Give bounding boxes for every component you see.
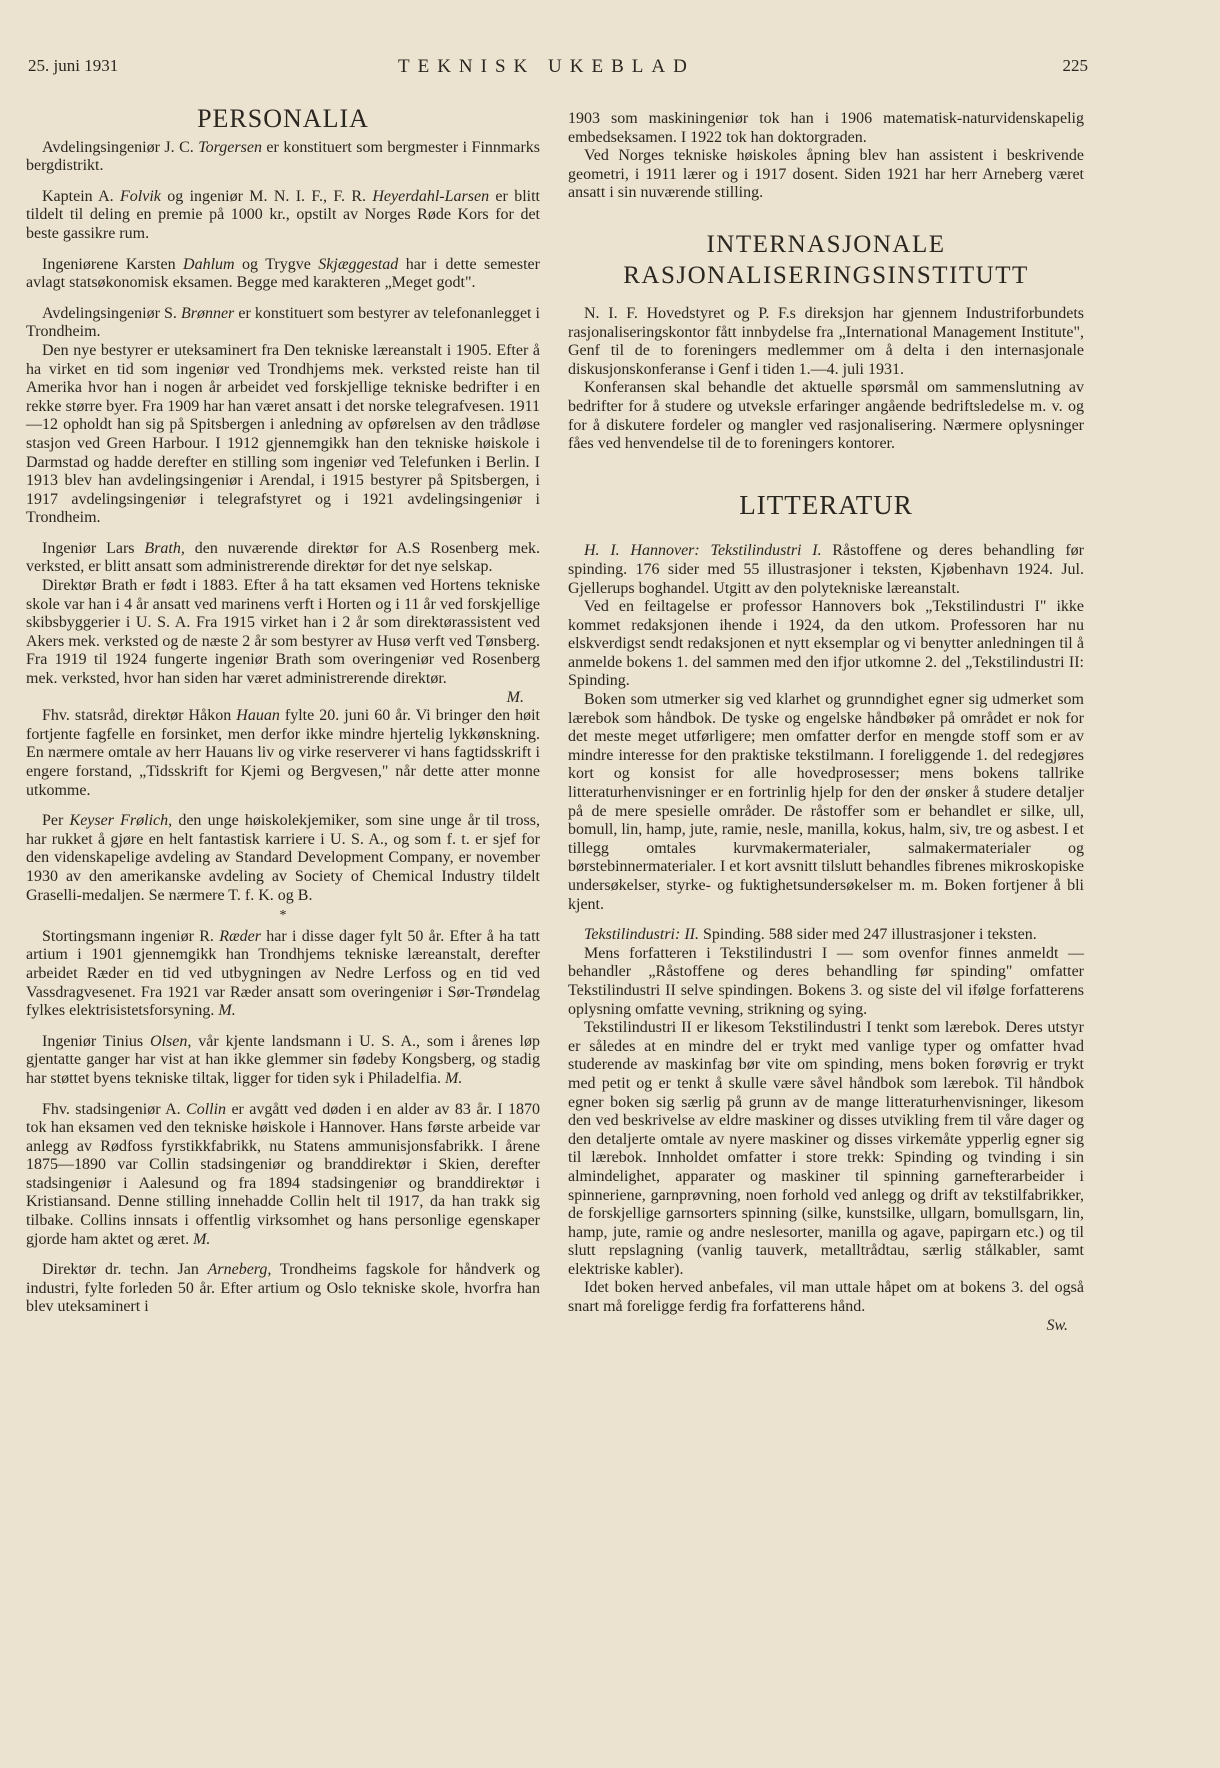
- paragraph: Avdelingsingeniør J. C. Torgersen er konstituert som bergmester i Finnmarks bergdistrikt.: [26, 138, 541, 175]
- paragraph: Direktør Brath er født i 1883. Efter å ha tatt eksamen ved Hortens tekniske skole var han i 4 år ansatt ved marinens verft i Horten og i 11 år ved forskjellige skibsbyggerier i U. S. A. Fra 1915 virket han i 2 år som direktørassistent ved Akers mek. verksted og de næste 2 år som bestyrer av Husø verft ved Tønsberg. Fra 1919 til 1924 fungerte ingeniør Brath som overingeniør ved Rosenberg mek. verksted, hvor han siden har været administrerende direktør.: [26, 577, 540, 688]
- paragraph: 1903 som maskiningeniør tok han i 1906 matematisk-naturvidenskapelig embedseksamen. I 1922 tok han doktorgraden.: [568, 110, 1084, 146]
- paragraph: Fhv. statsråd, direktør Håkon Hauan fylte 20. juni 60 år. Vi bringer den høit fortjente fagfelle en forsinket, men derfor ikke mindre hjertelig lykkønskning. En nærmere omtale av herr Hauans liv og virke reserverer vi hans fagtidsskrift i engere forstand, „Tidsskrift for Kjemi og Bergvesen," når dette atter monne utkomme.: [26, 707, 541, 799]
- paragraph: Stortingsmann ingeniør R. Ræder har i disse dager fylt 50 år. Efter å ha tatt artium i 1901 gjennemgikk han Trondhjems tekniske læreanstalt, derefter arbeidet Ræder en tid ved utbygningen av Nedre Lerfoss og en tid ved Vassdragvesenet. Fra 1921 var Ræder ansatt som overingeniør i Sør-Trøndelag fylkes elektrisistetsforsyning. M.: [26, 927, 541, 1020]
- journal-title: TEKNISK UKEBLAD: [398, 56, 695, 77]
- signature: M.: [193, 1230, 211, 1248]
- paragraph: Ingeniørene Karsten Dahlum og Trygve Skjæggestad har i dette semester avlagt statsøkonomisk eksamen. Begge med karakteren „Meget godt".: [26, 255, 540, 292]
- section-heading-personalia: PERSONALIA: [197, 104, 369, 133]
- paragraph: Ved en feiltagelse er professor Hannovers bok „Tekstilindustri I" ikke kommet redaksjonen ihende i 1924, da den utkom. Professoren har nu elskverdigst sendt redaksjonen et nytt eksemplar og vi benytter anledningen til å anmelde bokens 1. del sammen med den ifjor utkomne 2. del „Tekstilindustri II: Spinding.: [568, 598, 1084, 690]
- signature: M.: [506, 688, 524, 706]
- paragraph: Kaptein A. Folvik og ingeniør M. N. I. F., F. R. Heyerdahl-Larsen er blitt tildelt til deling en premie på 1000 kr., opstilt av Norges Røde Kors for det beste gassikre rum.: [26, 187, 540, 242]
- paragraph: Den nye bestyrer er uteksaminert fra Den tekniske læreanstalt i 1905. Efter å ha virket en tid som ingeniør ved Trondhjems mek. verksted reiste han til Amerika hvor han i nogen år arbeidet ved forskjellige tekniske bedrifter i en rekke større byer. Fra 1909 har han været ansatt i det norske telegrafvesen. 1911—12 opholdt han sig på Spitsbergen i anledning av opførelsen av den trådløse stasjon ved Green Harbour. I 1912 gjennemgikk han den tekniske høiskole i Darmstad og hadde derefter en stilling som ingeniør ved Telefunken i Berlin. I 1913 blev han avdelingsingeniør i Arendal, i 1915 bestyrer på Spitsbergen, i 1917 avdelingsingeniør i telegrafstyret og i 1921 avdelingsingeniør i Trondheim.: [26, 341, 540, 527]
- section-heading-litteratur: LITTERATUR: [739, 489, 913, 520]
- signature: Sw.: [1046, 1316, 1068, 1334]
- paragraph: H. I. Hannover: Tekstilindustri I. Råstoffene og deres behandling før spinding. 176 sider med 55 illustrasjoner i teksten, Kjøbenhavn 1924. Jul. Gjellerups boghandel. Utgitt av den polytekniske læreanstalt.: [568, 542, 1084, 597]
- left-column: [26, 104, 541, 1317]
- paragraph: Konferansen skal behandle det aktuelle spørsmål om sammenslutning av bedrifter for å studere og utveksle erfaringer angående bedriftsledelse m. v. og for å diskutere fordeler og mangler ved rasjonalisering. Nærmere oplysninger fåes ved henvendelse til de to foreningers kontorer.: [568, 379, 1084, 453]
- separator-asterisk: *: [279, 908, 287, 924]
- header-date: 25. juni 1931: [28, 56, 119, 75]
- signature: M.: [218, 1002, 236, 1020]
- page-number: 225: [1062, 56, 1088, 75]
- paragraph: Tekstilindustri II er likesom Tekstilindustri I tenkt som lærebok. Deres utstyr er således at en mindre del er trykt med vanlige typer og omfatter hvad studerende av maskinfag bør vite om spinding, mens boken forøvrig er trykt med petit og er tenkt å skulle være såvel håndbok som lærebok. Til håndbok egner boken sig særlig på grunn av de mange litteraturhenvisninger, likesom den ved beskrivelse av eldre maskiner og disses utvikling frem til våre dager og den detaljerte omtale av nyere maskiner og disses virkemåte ypperlig egner sig til lærebok. Innholdet omfatter i store trekk: Spinding og tvinding i sin almindelighet, apparater og maskiner til spinning garnefterarbeider i spinneriene, garnprøvning, noen forhold ved anlegg og drift av tekstilfabrikker, de forskjellige garnsorters spinning (silke, kunstsilke, ullgarn, bomullsgarn, lin, hamp, jute, ramie og andre neslesorter, manilla og agave, papirgarn etc.) og til slutt repslagning (vanlig tauverk, metalltrådtau, særlig stålkabler, samt elektriske kabler).: [568, 1019, 1084, 1278]
- paragraph: Boken som utmerker sig ved klarhet og grunndighet egner sig udmerket som lærebok som håndbok. De tyske og engelske håndbøker på området er nok for det meste meget utførligere; men omfatter derfor en mengde stoff som er av mindre interesse for den praktiske tekstilmann. I foreliggende 1. del redegjøres kort og konsist for alle hovedprosesser; mens bokens tallrike litteraturhenvisninger er en fortrinlig hjelp for den der ønsker å studere detaljer på de mere spesielle områder. De råstoffer som er behandlet er silke, ull, bomull, lin, hamp, jute, ramie, nesle, manilla, kokus, halm, siv, tre og asbest. I et tillegg omtales kurvmakermaterialer, salmakermaterialer og børstebinnermaterialer. I et kort avsnitt tilslutt behandles fibrenes mikroskopiske undersøkelser, styrke- og fuktighetsundersøkelser m. m. Boken fortjener å bli kjent.: [568, 691, 1084, 913]
- paragraph: Idet boken herved anbefales, vil man uttale håpet om at bokens 3. del også snart må foreligge ferdig fra forfatterens hånd.: [568, 1279, 1084, 1316]
- section-heading-institute: INTERNASJONALE RASJONALISERINGSINSTITUTT: [623, 230, 1029, 289]
- paragraph: Ingeniør Lars Brath, den nuværende direktør for A.S Rosenberg mek. verksted, er blitt ansatt som administrerende direktør for det nye selskap.: [26, 539, 540, 576]
- right-column: [568, 110, 1084, 1335]
- paragraph: Avdelingsingeniør S. Brønner er konstituert som bestyrer av telefonanlegget i Trondheim.: [26, 304, 541, 341]
- paragraph: Per Keyser Frølich, den unge høiskolekjemiker, som sine unge år til tross, har rukket å gjøre en helt fantastisk karriere i U. S. A., og som f. t. er sjef for den videnskapelige avdeling av Standard Development Company, er november 1930 av den amerikanske avdeling av Society of Chemical Industry tildelt Graselli-medaljen. Se nærmere T. f. K. og B.: [26, 812, 540, 904]
- page-header: [28, 56, 1088, 86]
- paragraph: Fhv. stadsingeniør A. Collin er avgått ved døden i en alder av 83 år. I 1870 tok han eksamen ved den tekniske høiskole i Hannover. Hans første arbeide var anlegg av Rødfoss fyrstikkfabrikk, nu Statens ammunisjonsfabrikk. I årene 1875—1890 var Collin stadsingeniør og branddirektør i Skien, derefter stadsingeniør i Aalesund og fra 1894 stadsingeniør og branddirektør i Kristiansand. Denne stilling innehadde Collin helt til 1917, da han trakk sig tilbake. Collins innsats i offentlig virksomhet og hans personlige egenskaper gjorde ham aktet og æret. M.: [26, 1100, 540, 1248]
- paragraph: Ved Norges tekniske høiskoles åpning blev han assistent i beskrivende geometri, i 1911 lærer og i 1917 dosent. Siden 1921 har herr Arneberg været ansatt i sin nuværende stilling.: [568, 147, 1084, 202]
- signature: M.: [445, 1069, 463, 1087]
- paragraph: Mens forfatteren i Tekstilindustri I — som ovenfor finnes anmeldt — behandler „Råstoffene og deres behandling før spinding" omfatter Tekstilindustri II selve spindingen. Bokens 3. og siste del vil ifølge forfatterens oplysning omfatte vevning, strikning og sying.: [568, 944, 1084, 1018]
- paragraph: Ingeniør Tinius Olsen, vår kjente landsmann i U. S. A., som i årenes løp gjentatte ganger har vist at han ikke glemmer sin fødeby Kongsberg, og stadig har støttet byens tekniske tiltak, ligger for tiden syk i Philadelfia. M.: [26, 1032, 540, 1087]
- paragraph: N. I. F. Hovedstyret og P. F.s direksjon har gjennem Industriforbundets rasjonaliseringskontor fått innbydelse fra „International Management Institute", Genf til de to foreningers medlemmer om å delta i den internasjonale diskusjonskonferanse i Genf i tiden 1.—4. juli 1931.: [568, 304, 1084, 378]
- paragraph: Direktør dr. techn. Jan Arneberg, Trondheims fagskole for håndverk og industri, fylte forleden 50 år. Efter artium og Oslo tekniske skole, hvorfra han blev uteksaminert i: [26, 1261, 541, 1316]
- paragraph: Tekstilindustri: II. Spinding. 588 sider med 247 illustrasjoner i teksten.: [584, 926, 1037, 944]
